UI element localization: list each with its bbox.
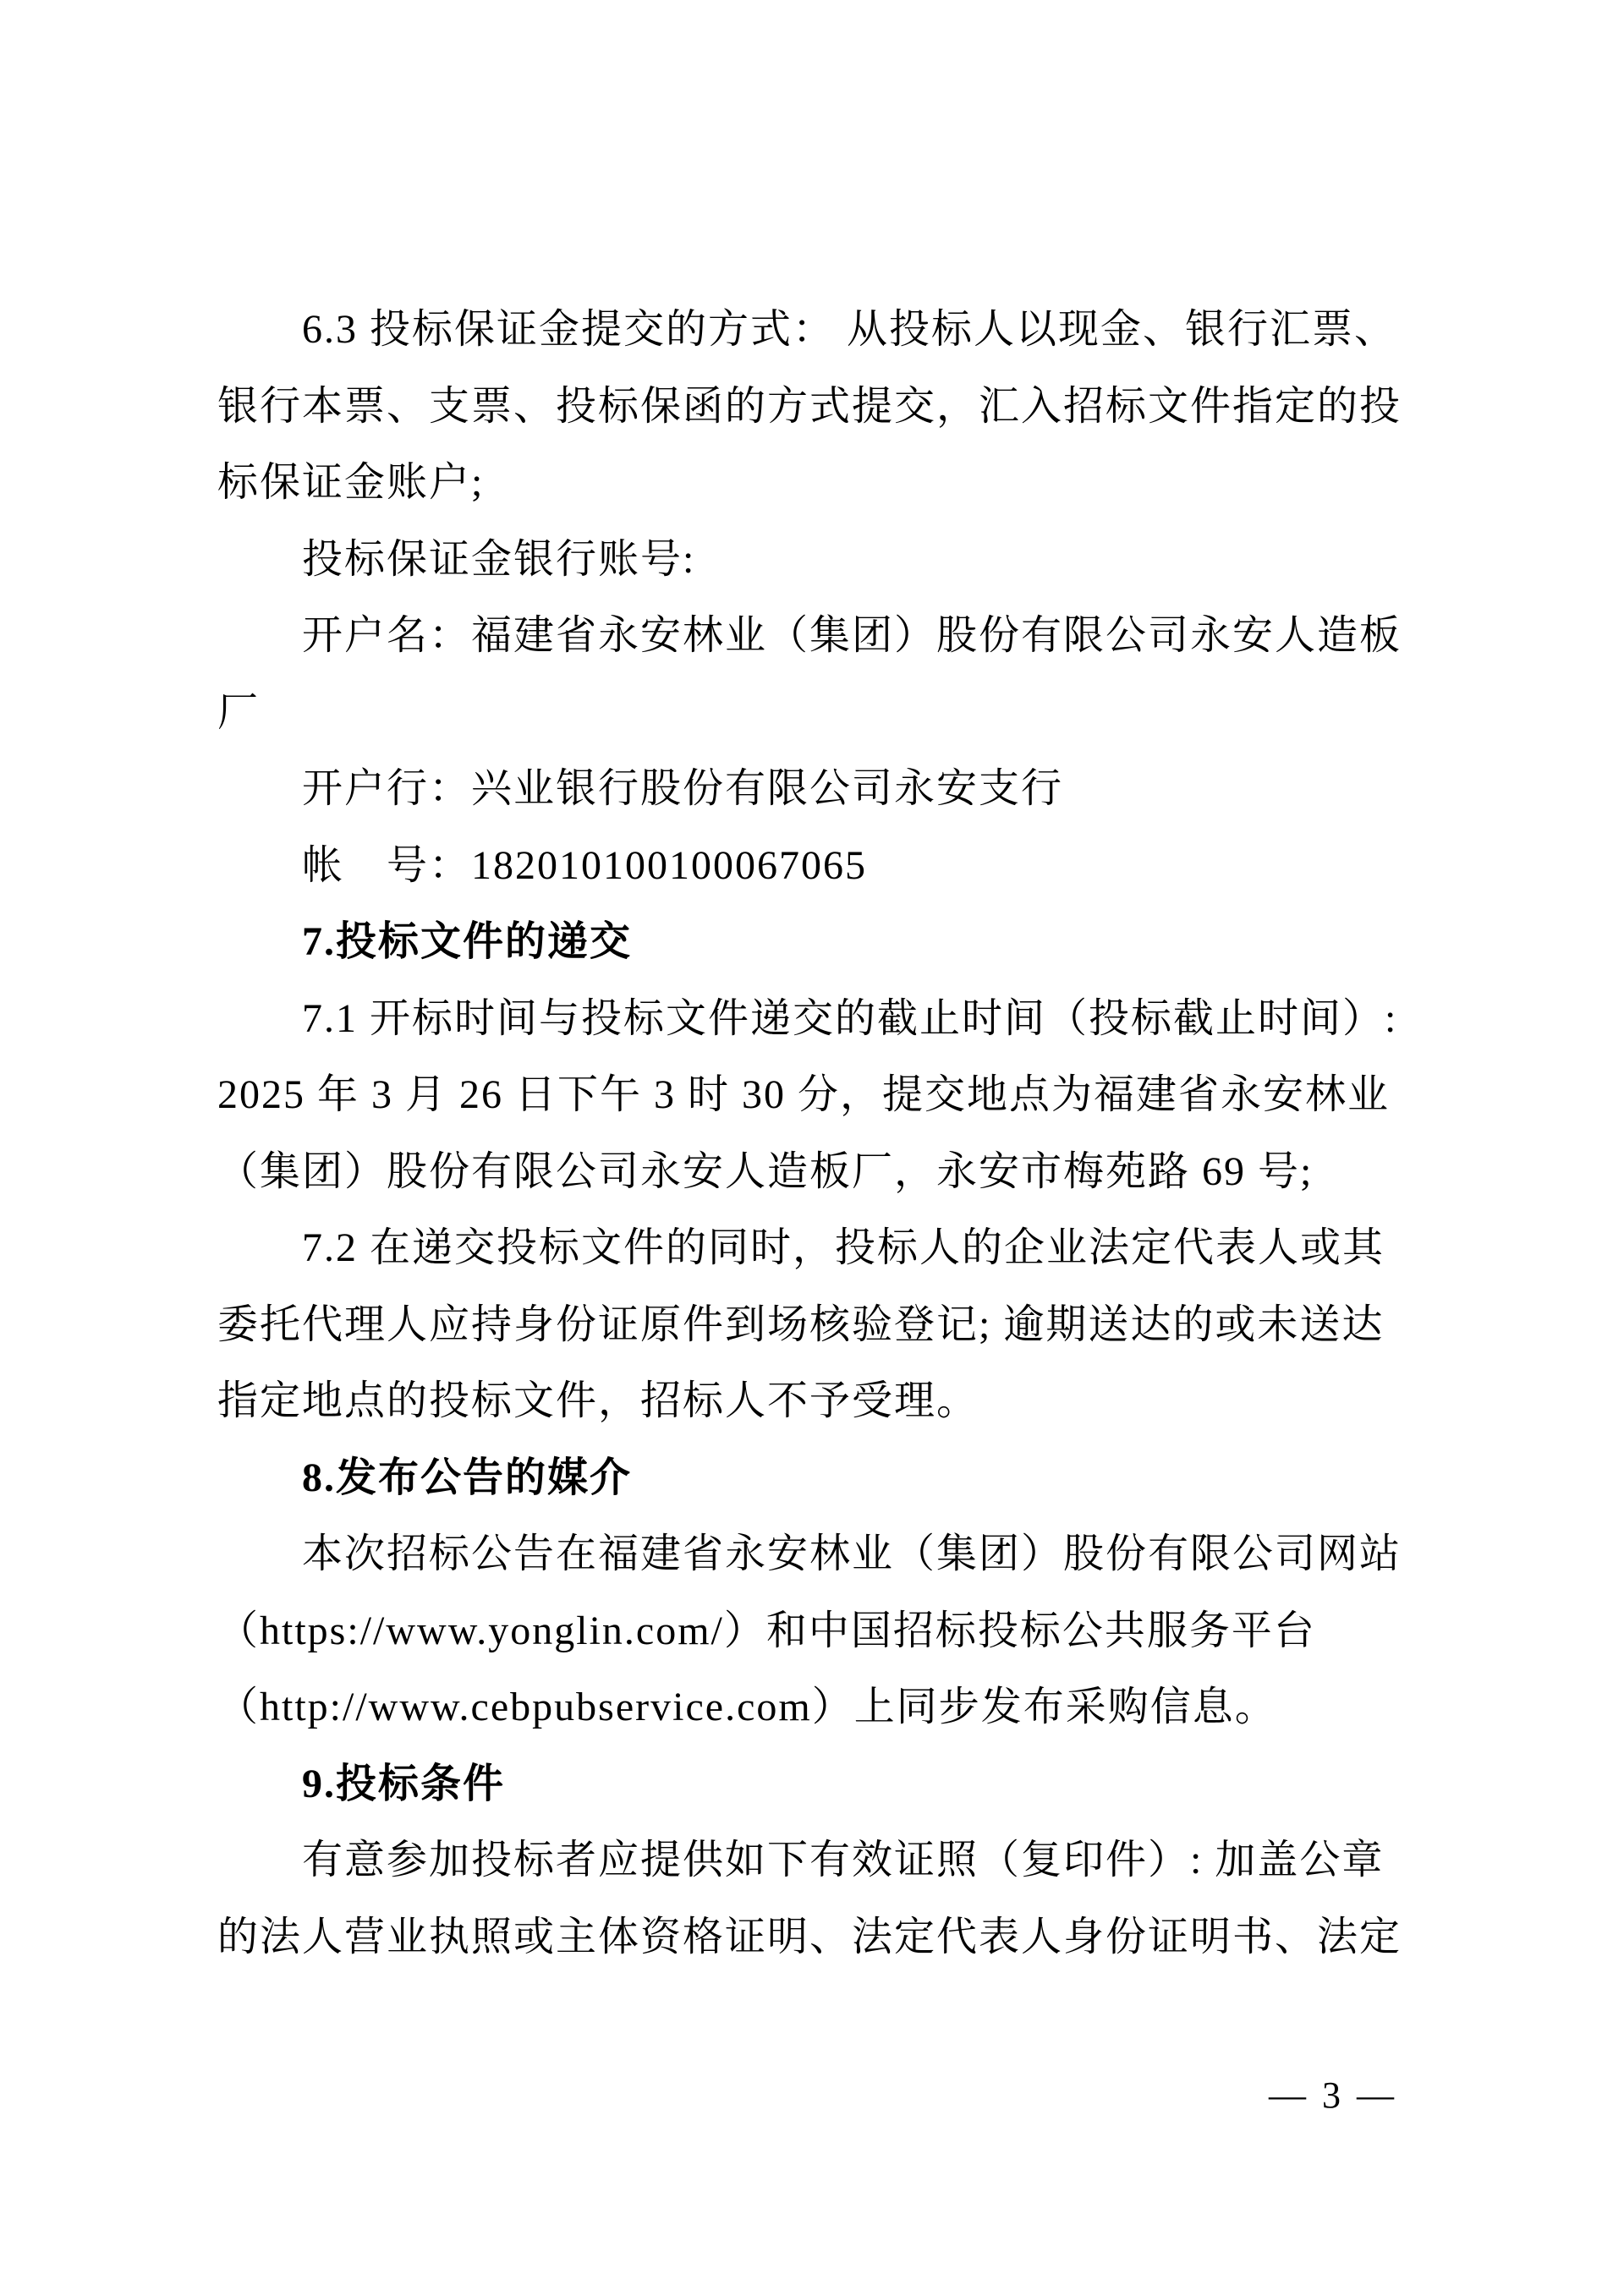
doc-line-bank-branch: 开户行：兴业银行股份有限公司永安支行	[302, 766, 1064, 811]
section-7-heading: 7.投标文件的递交	[302, 919, 633, 964]
doc-line-account-name: 开户名：福建省永安林业（集团）股份有限公司永安人造板	[302, 613, 1402, 658]
doc-line-cebpubservice-url: （http://www.cebpubservice.com）上同步发布采购信息。	[217, 1685, 1277, 1729]
doc-line-7-1-address: （集团）股份有限公司永安人造板厂，永安市梅苑路 69 号;	[217, 1148, 1314, 1194]
document-body	[217, 292, 1427, 1975]
doc-line-7-2-verify: 委托代理人应持身份证原件到场核验登记; 逾期送达的或未送达	[217, 1301, 1385, 1347]
doc-line-account-number: 帐 号：182010100100067065	[302, 842, 868, 888]
section-9-heading: 9.投标条件	[302, 1761, 506, 1806]
doc-line-bank-account-label: 投标保证金银行账号:	[302, 536, 696, 582]
doc-line-bid-bond-method-3: 标保证金账户;	[217, 460, 485, 505]
doc-line-yonglin-url: （https://www.yonglin.com/）和中国招标投标公共服务平台	[217, 1608, 1316, 1653]
doc-line-bid-conditions-2: 的法人营业执照或主体资格证明、法定代表人身份证明书、法定	[217, 1914, 1402, 1959]
section-8-heading: 8.发布公告的媒介	[302, 1455, 633, 1500]
page-number: — 3 —	[1269, 2074, 1397, 2116]
doc-line-account-name-2: 厂	[217, 689, 261, 735]
doc-line-bid-conditions: 有意参加投标者应提供如下有效证照（复印件）: 加盖公章	[302, 1838, 1385, 1882]
doc-line-7-2: 7.2 在递交投标文件的同时，投标人的企业法定代表人或其	[302, 1225, 1385, 1270]
doc-line-bid-bond-method: 6.3 投标保证金提交的方式： 从投标人以现金、银行汇票、	[302, 307, 1397, 352]
doc-line-7-1: 7.1 开标时间与投标文件递交的截止时间（投标截止时间）:	[302, 995, 1398, 1041]
doc-line-bid-bond-method-2: 银行本票、支票、投标保函的方式提交，汇入招标文件指定的投	[217, 383, 1402, 429]
doc-line-7-2-reject: 指定地点的投标文件，招标人不予受理。	[217, 1378, 979, 1423]
doc-line-announcement-media: 本次招标公告在福建省永安林业（集团）股份有限公司网站	[302, 1532, 1402, 1576]
doc-line-7-1-deadline: 2025 年 3 月 26 日下午 3 时 30 分，提交地点为福建省永安林业	[217, 1072, 1391, 1117]
